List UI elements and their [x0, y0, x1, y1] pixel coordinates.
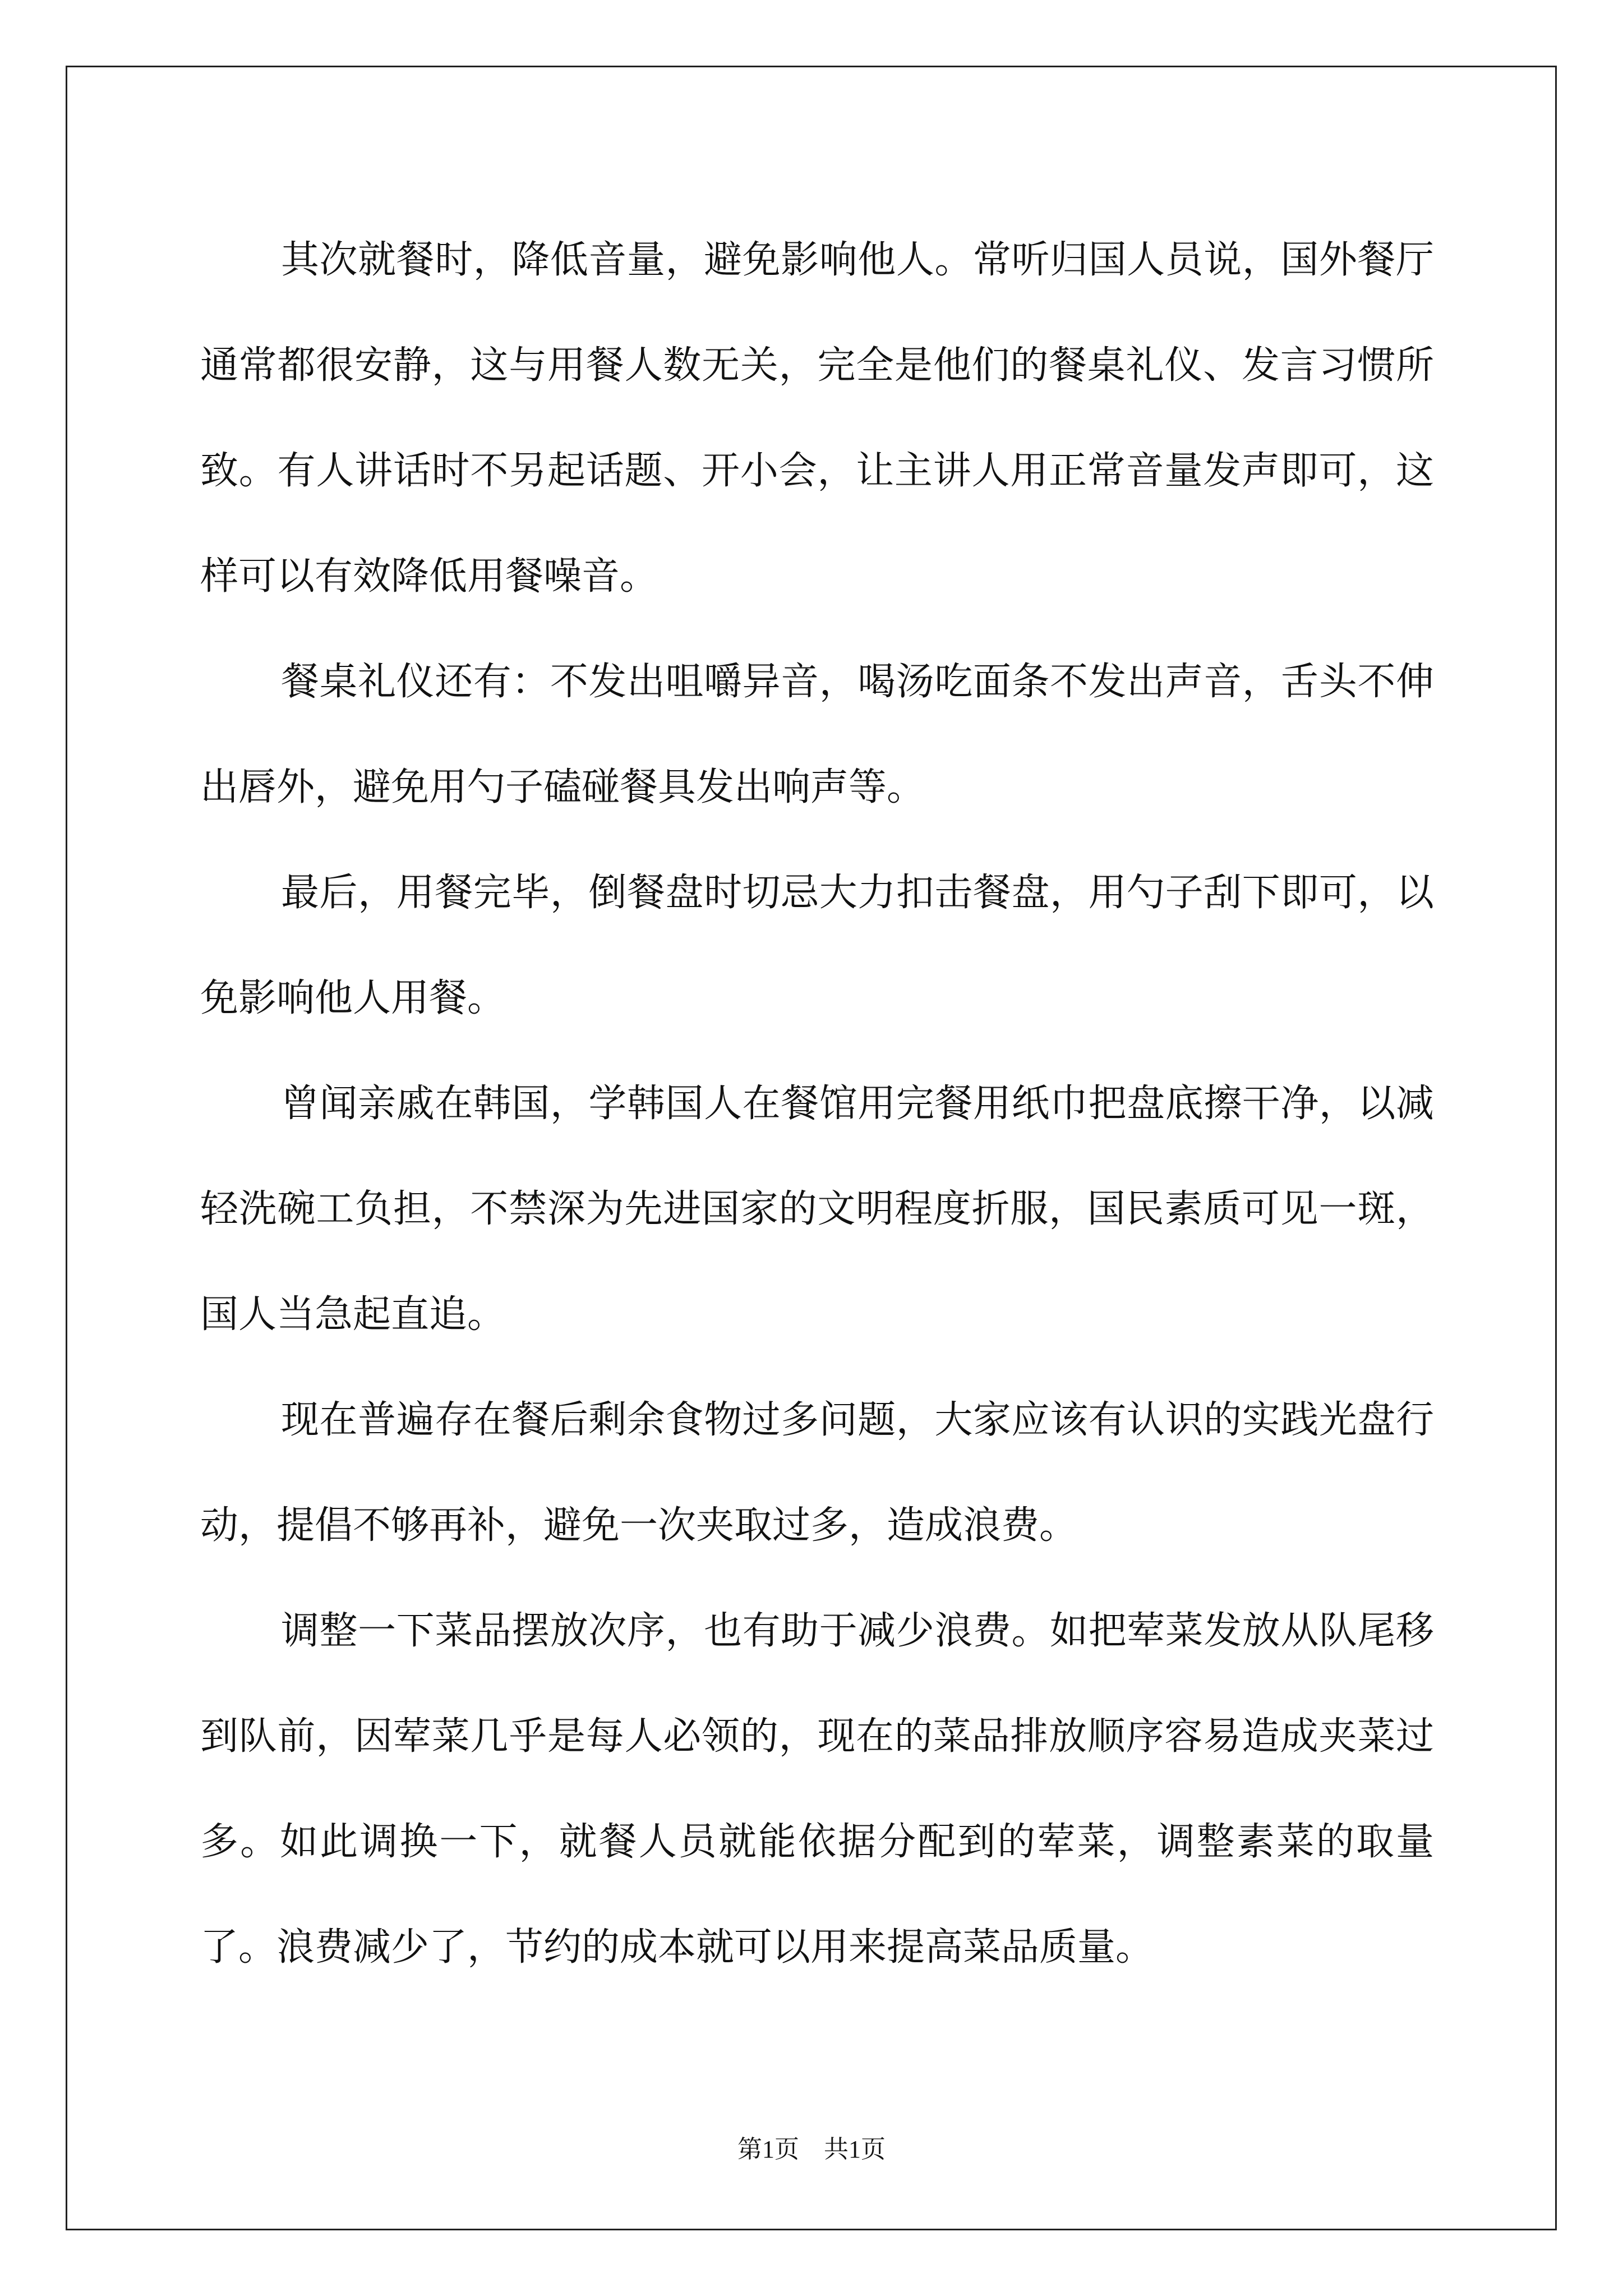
paragraph-3: 最后，用餐完毕，倒餐盘时切忌大力扣击餐盘，用勺子刮下即可，以免影响他人用餐。 — [200, 871, 1434, 1020]
paragraph-6: 调整一下菜品摆放次序，也有助于减少浪费。如把荤菜发放从队尾移到队前，因荤菜几乎是每人必领的，现在的菜品排放顺序容易造成夹菜过多。如此调换一下，就餐人员就能依据分配到的荤菜，调整素菜的取量了。浪费减少了，节约的成本就可以用来提高菜品质量。 — [200, 1609, 1434, 1970]
paragraph-2: 餐桌礼仪还有：不发出咀嚼异音，喝汤吃面条不发出声音，舌头不伸出唇外，避免用勺子磕碰餐具发出响声等。 — [200, 660, 1434, 809]
paragraph-1: 其次就餐时，降低音量，避免影响他人。常听归国人员说，国外餐厅通常都很安静，这与用餐人数无关，完全是他们的餐桌礼仪、发言习惯所致。有人讲话时不另起话题、开小会，让主讲人用正常音量发声即可，这样可以有效降低用餐噪音。 — [200, 238, 1434, 599]
paragraph-5: 现在普遍存在餐后剩余食物过多问题，大家应该有认识的实践光盘行动，提倡不够再补，避免一次夹取过多，造成浪费。 — [200, 1398, 1434, 1548]
document-body — [200, 208, 1434, 2000]
paragraph-4: 曾闻亲戚在韩国，学韩国人在餐馆用完餐用纸巾把盘底擦干净，以减轻洗碗工负担，不禁深为先进国家的文明程度折服，国民素质可见一斑，国人当急起直追。 — [200, 1082, 1434, 1337]
page-footer: 第1页 共1页 — [737, 2136, 886, 2163]
